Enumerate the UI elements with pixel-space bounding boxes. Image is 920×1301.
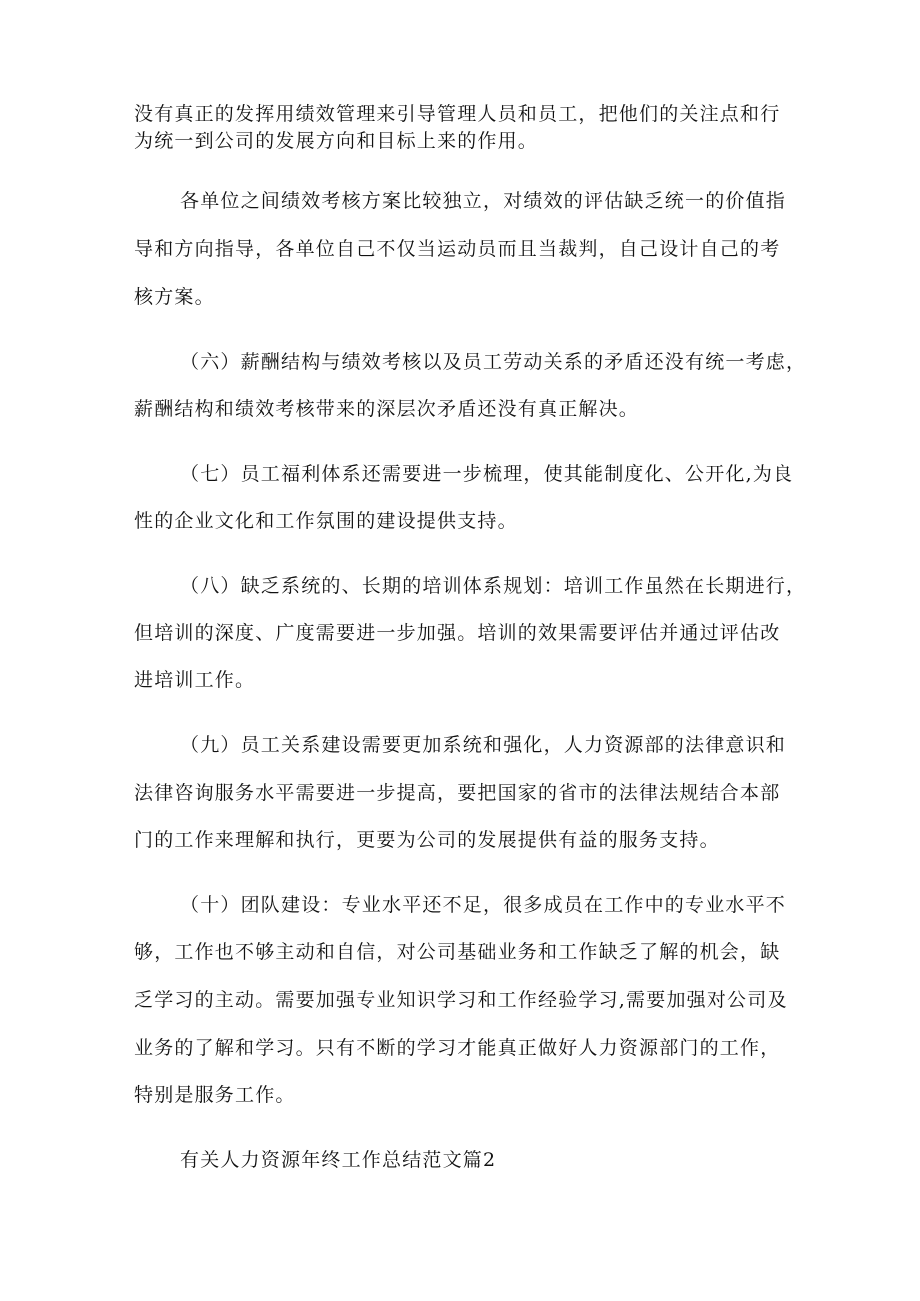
text-line: 为统一到公司的发展方向和目标上来的作用。 xyxy=(134,130,539,152)
text-line: 但培训的深度、广度需要进一步加强。培训的效果需要评估并通过评估改 xyxy=(134,622,781,644)
text-line: 业务的了解和学习。只有不断的学习才能真正做好人力资源部门的工作， xyxy=(134,1037,781,1059)
text-line: 没有真正的发挥用绩效管理来引导管理人员和员工，把他们的关注点和行 xyxy=(134,103,781,125)
text-line: 性的企业文化和工作氛围的建设提供支持。 xyxy=(134,510,518,532)
text-line: 核方案。 xyxy=(134,286,215,308)
text-line: 法律咨询服务水平需要进一步提高，要把国家的省市的法律法规结合本部 xyxy=(134,782,781,804)
heading-text: 有关人力资源年终工作总结范文篇2 xyxy=(180,1149,497,1171)
text-line: 各单位之间绩效考核方案比较独立，对绩效的评估缺乏统一的价值指 xyxy=(180,190,787,212)
text-line: 够，工作也不够主动和自信，对公司基础业务和工作缺乏了解的机会，缺 xyxy=(134,941,781,963)
text-line: 门的工作来理解和执行，更要为公司的发展提供有益的服务支持。 xyxy=(134,829,720,851)
text-line: （七）员工福利体系还需要进一步梳理，使其能制度化、公开化,为良 xyxy=(180,463,794,485)
text-line: （九）员工关系建设需要更加系统和强化，人力资源部的法律意识和 xyxy=(180,734,787,756)
text-line: 特别是服务工作。 xyxy=(134,1084,296,1106)
text-line: 导和方向指导，各单位自己不仅当运动员而且当裁判，自己设计自己的考 xyxy=(134,238,781,260)
text-line: （八）缺乏系统的、长期的培训体系规划：培训工作虽然在长期进行， xyxy=(180,575,807,597)
text-line: （六）薪酬结构与绩效考核以及员工劳动关系的矛盾还没有统一考虑， xyxy=(180,351,807,373)
text-line: 乏学习的主动。需要加强专业知识学习和工作经验学习,需要加强对公司及 xyxy=(134,989,788,1011)
text-line: （十）团队建设：专业水平还不足，很多成员在工作中的专业水平不 xyxy=(180,894,787,916)
text-line: 进培训工作。 xyxy=(134,669,256,691)
text-line: 薪酬结构和绩效考核带来的深层次矛盾还没有真正解决。 xyxy=(134,398,640,420)
